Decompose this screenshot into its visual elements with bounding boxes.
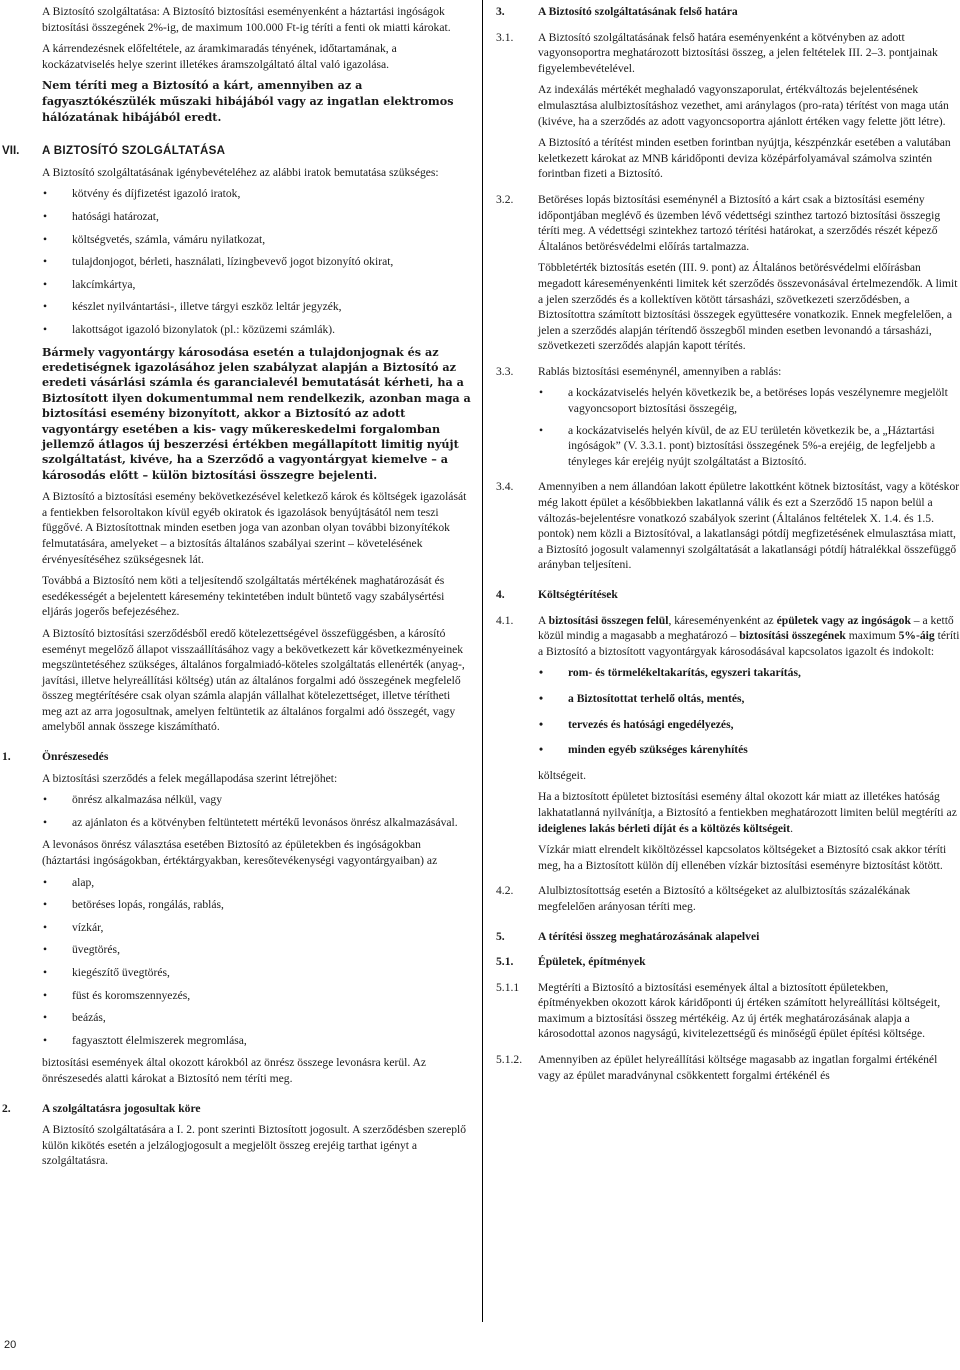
text-run: A (538, 613, 549, 627)
subsection-lead: A biztosítási szerződés a felek megállapodása szerint létrejöhet: (42, 771, 338, 785)
clause-5-1-2 (496, 1052, 960, 1083)
clause-number: 4.2. (496, 884, 514, 898)
body-paragraph: Megtéríti a Biztosító a biztosítási események által a biztosított épületekben, építményekben okozott károk káridőponti új értéken számított helyreállítási költségeit, maximum a biztosítási összeg mértékéig. Az új érték meghatározásának alapja a károsodottal azonos nagyságú, kivitelezettségű és minőségű épület építési költsége. (538, 980, 941, 1041)
list-item: • tervezés és hatósági engedélyezés, (538, 717, 960, 733)
body-paragraph: biztosítási események által okozott károkból az önrész összege levonásra kerül. Az önrészesedés alatti károkat a Biztosító nem téríti meg. (42, 1056, 427, 1085)
list-item: • a kockázatviselés helyén kívül, de az EU területén következik be, a „Háztartási ingóságok” (V. 3.3.1. pont) biztosítási összegének 5%-a erejéig, de legfeljebb a tényleges kár erejéig nyújt szolgáltatást a Biztosító. (538, 423, 960, 470)
text-run: , káreseményenként az (668, 613, 777, 627)
body-paragraph: A Biztosító biztosítási szerződésből eredő kötelezettségével összefüggésben, a károsító eseményt megelőző állapot visszaállításához vagy a bekövetkezett kár következményeinek megszüntetéséhez szükséges, általános forgalmiadó-köteles szolgáltatás ellenérték (anyag-, javítási, illetve helyreállítási költség) után az általános forgalmi adó összegének megfelelő összeg megtérítésére csak olyan számla alapján vállalhat kötelezettséget, illetve térítheti meg azt az arra jogosultnak, amelyen feltüntetik az általános forgalmi adó összegét, vagy amelyből annak összege kiszámítható. (42, 626, 465, 734)
section-5-heading (496, 929, 960, 945)
text-run: téríti a Biztosító a biztosított vagyontárgyak károsodásával kapcsolatos igazolt és indokolt: (538, 629, 960, 658)
section-title: A BIZTOSÍTÓ SZOLGÁLTATÁSA (42, 144, 226, 158)
clause-number: 3.1. (496, 30, 514, 44)
clause-3-4 (496, 479, 960, 573)
cost-reimbursement-lead (538, 613, 960, 660)
documents-list (42, 186, 472, 337)
list-item: • hatósági határozat, (42, 209, 472, 225)
text-run: Ha a biztosított épületet biztosítási esemény által okozott kár miatt az illetékes hatóság lakhatatlanná nyilvánítja, a Biztosító a fentiekben meghatározott limiten belül megtéríti az (538, 790, 957, 819)
list-item: • lakcímkártya, (42, 277, 472, 293)
cost-items-list (538, 665, 960, 757)
body-paragraph: Amennyiben a nem állandóan lakott épületre lakottként kötnek biztosítást, vagy a kötéskor még lakott épület a későbbiekben lakatlanná válik és ezt a Szerződő 15 napon belül a változás-bejelentésre vonatkozó szabályok szerint (Általános feltételek X. 1.4. és 1.5. pontok) nem közli a Biztosítóval, a lakatlansági pótdíj megfizetésének elmulasztása miatt, a Biztosító jogosult valamennyi szolgáltatását a lakatlansági pótdíj hátralékkal összefüggő arányban teljesíteni. (538, 480, 960, 572)
robbery-cases-list (538, 385, 960, 469)
body-paragraph: Rablás biztosítási eseménynél, amennyiben a rablás: (538, 364, 782, 378)
list-item: • készlet nyilvántartási-, illetve tárgyi eszköz leltár jegyzék, (42, 299, 472, 315)
body-paragraph: Többletérték biztosítás esetén (III. 9. pont) az Általános betörésvédelmi előírásban megadott káreseményenkénti limitek két szerződés összevonásával értelmezendők. A limit a jelen szerződés és a kollektíven kötött társasházi, szövetkezeti szerződésben, a Biztosítottra számított biztosítási összegek együttesére vonatkozik. Ennek megfelelően, a jelen a szerződés alapján térítendő összegből minden esetben levonandó a társasházi, szövetkezeti szerződés alapján kapott térítés. (538, 261, 958, 353)
emphasis: 5%-áig (898, 629, 935, 643)
clause-4-1 (496, 613, 960, 874)
clause-number: 5.1.1 (496, 980, 520, 994)
list-item: • vízkár, (42, 920, 472, 936)
subsection-2-heading (2, 1101, 472, 1117)
section-vii-heading (2, 143, 472, 159)
risk-list (42, 875, 472, 1049)
body-paragraph: A Biztosító a térítést minden esetben forintban nyújtja, készpénzkár esetében a valutában keletkezett károkat az MNB káridőponti deviza középárfolyamával számolva szintén forintban fizeti a Biztosító. (538, 136, 951, 181)
body-paragraph: Az indexálás mértékét meghaladó vagyonszaporulat, értékváltozás bejelentésének elmulasztása alulbiztosításhoz vezethet, ami aránylagos (pro-rata) térítést von maga után (kivéve, ha a szerződés az adott vagyoncsoportra ajánlott értéken vagy felette jött létre). (538, 83, 949, 128)
section-title: A térítési összeg meghatározásának alapelvei (538, 929, 760, 943)
clause-4-2 (496, 883, 960, 914)
clause-number: 5.1.2. (496, 1053, 523, 1067)
section-title: A Biztosító szolgáltatásának felső határa (538, 5, 738, 18)
body-paragraph: Vízkár miatt elrendelt kiköltözéssel kapcsolatos költségeket a Biztosító csak akkor téríti meg, ha a Biztosított külön díj ellenében vízkár biztosítási eseményre biztosítást kötött. (538, 843, 947, 872)
body-paragraph: A Biztosító szolgáltatásának felső határa eseményenként a kötvényben az adott vagyonsoportra meghatározott biztosítási összeg, a jelen feltételek III. 2–3. pontjainak figyelembevételével. (538, 30, 938, 75)
temporary-housing-paragraph (538, 789, 960, 836)
body-paragraph: Amennyiben az épület helyreállítási költsége magasabb az ingatlan forgalmi értékénél vagy az épület maradványnal csökkentett forgalmi értékénél és (538, 1053, 938, 1082)
clause-3-1 (496, 30, 960, 182)
section-title: Épületek, építmények (538, 955, 646, 969)
deductible-options-list (42, 792, 472, 830)
clause-number: 3.3. (496, 364, 514, 378)
list-item: • beázás, (42, 1010, 472, 1026)
right-column (496, 4, 960, 1089)
section-number: VII. (2, 144, 20, 158)
clause-number: 3.4. (496, 480, 514, 494)
emphasis: biztosítási összegen felül (548, 613, 669, 627)
list-item: • fagyasztott élelmiszerek megromlása, (42, 1033, 472, 1049)
ownership-proof-paragraph: Bármely vagyontárgy károsodása esetén a tulajdonjognak és az eredetiségnek igazolásához jelen szabályzat alapján a Biztosító az eredeti vásárlási számla és garancialevél bemutatását kérheti, ha a Biztosított ilyen dokumentummal nem rendelkezik, azonban maga a biztosítási esemény bizonyított, akkor a Biztosító az adott vagyontárgy esetében a kis- vagy műkereskedelmi forgalomban jellemző átlagos új beszerzési értékben megállapított limitig nyújt szolgáltatást, kivéve, ha a Szerződő a vagyontárgyat kiemelve – a károsodás előtt – külön biztosítási összegre bejelenti. (42, 344, 471, 482)
subsection-number: 1. (2, 750, 11, 764)
body-paragraph: költségeit. (538, 768, 586, 782)
emphasis: biztosítási összegének (739, 629, 846, 643)
body-paragraph: A levonásos önrész választása esetében Biztosító az épületekben és ingóságokban (háztartási ingóságokban, értéktárgyakban, keresőtevékenységi vagyontárgyaiban) az (42, 838, 438, 868)
section-lead: A Biztosító szolgáltatásának igénybevételéhez az alábbi iratok bemutatása szükséges: (42, 165, 439, 179)
body-paragraph: A Biztosító a biztosítási esemény bekövetkezésével keletkező károk és költségek igazolását a fentiekben felsoroltakon kívül egyéb okiratok és igazolások benyújtásától nem teszi függővé. A Biztosítottnak minden esetben joga van azonban olyan további bizonyítékok felmutatására, amelyeket – a biztosítás általános szabályai szerint – követelésének érvényesítéséhez szükségesnek lát. (42, 490, 467, 566)
section-title: Költségtérítések (538, 588, 618, 601)
subsection-title: A szolgáltatásra jogosultak köre (42, 1101, 201, 1115)
list-item: • az ajánlaton és a kötvényben feltüntetett mértékű levonásos önrész alkalmazásával. (42, 815, 472, 831)
intro-exclusion: Nem téríti meg a Biztosító a kárt, amennyiben az a fagyasztókészülék műszaki hibájából vagy az ingatlan elektromos hálózatának hibájából eredt. (42, 78, 454, 124)
list-item: • rom- és törmelékeltakarítás, egyszeri takarítás, (538, 665, 960, 681)
clause-3-3 (496, 364, 960, 470)
list-item: • költségvetés, számla, vámáru nyilatkozat, (42, 232, 472, 248)
list-item: • alap, (42, 875, 472, 891)
column-divider (482, 0, 483, 1322)
list-item: • lakottságot igazoló bizonylatok (pl.: közüzemi számlák). (42, 322, 472, 338)
section-number: 4. (496, 588, 505, 601)
section-number: 5. (496, 929, 505, 943)
emphasis: épületek vagy az ingóságok (776, 613, 911, 627)
text-run: maximum (845, 629, 899, 643)
intro-paragraph: A Biztosító szolgáltatása: A Biztosító biztosítási eseményenként a háztartási ingóságok biztosítási összegének 2%-ig, de maximum 100.000 Ft-ig téríti a fenti ok miatti károkat. (42, 5, 451, 34)
section-4-heading (496, 587, 960, 603)
section-3-heading (496, 4, 960, 20)
clause-5-1-1 (496, 980, 960, 1042)
list-item: • önrész alkalmazása nélkül, vagy (42, 792, 472, 808)
body-paragraph: Továbbá a Biztosító nem köti a teljesítendő szolgáltatás mértékének maghatározását és esedékességét a bejelentett káresemény tekintetében indult büntető vagy szabálysértési eljárás jogerős befejezéséhez. (42, 574, 445, 619)
list-item: • kötvény és díjfizetést igazoló iratok, (42, 186, 472, 202)
list-item: • a Biztosítottat terhelő oltás, mentés, (538, 691, 960, 707)
emphasis: ideiglenes lakás bérleti díját és a költözés költségeit (538, 821, 791, 835)
left-column (2, 4, 472, 1175)
page-number: 20 (4, 1339, 17, 1351)
section-number: 5.1. (496, 955, 514, 969)
subsection-number: 2. (2, 1101, 11, 1115)
body-paragraph: Alulbiztosítottság esetén a Biztosító a költségeket az alulbiztosítás százalékának megfelelően arányosan téríti meg. (538, 884, 911, 913)
text-run: . (790, 821, 794, 835)
clause-number: 4.1. (496, 613, 514, 627)
intro-paragraph: A kárrendezésnek előfeltétele, az áramkimaradás tényének, időtartamának, a kockázatviselés helye szerint illetékes áramszolgáltató által való igazolása. (42, 42, 397, 71)
subsection-1-heading (2, 749, 472, 765)
list-item: • a kockázatviselés helyén következik be, a betöréses lopás veszélynemre megjelölt vagyoncsoport biztosítási összegéig, (538, 385, 960, 416)
body-paragraph: Betöréses lopás biztosítási eseménynél a Biztosító a kárt csak a biztosítási esemény időpontjában meglévő és üzemben lévő védettségi szinthez tartozó biztosítási összegig téríti meg. A védettségi szintekhez tartozó térítési határokat, a szerződés részét képező Általános betörésvédelmi előírás tartalmazza. (538, 192, 941, 253)
list-item: • füst és koromszennyezés, (42, 988, 472, 1004)
list-item: • tulajdonjogot, bérleti, használati, lízingbevevő jogot bizonyító okirat, (42, 254, 472, 270)
list-item: • minden egyéb szükséges kárenyhítés (538, 742, 960, 758)
text-run: – a kettő közül mindig a magasabb a meghatározó – (538, 613, 954, 643)
list-item: • kiegészítő üvegtörés, (42, 965, 472, 981)
body-paragraph: A Biztosító szolgáltatására a I. 2. pont szerinti Biztosított jogosult. A szerződésben szereplő külön kikötés esetén a jelzálogjogosult a megjelölt összeg erejéig tarthat igényt a szolgáltatásra. (42, 1123, 467, 1168)
list-item: • üvegtörés, (42, 942, 472, 958)
section-5-1-heading (496, 954, 960, 970)
section-number: 3. (496, 5, 505, 18)
clause-number: 3.2. (496, 192, 514, 206)
list-item: • betöréses lopás, rongálás, rablás, (42, 897, 472, 913)
clause-3-2 (496, 192, 960, 354)
subsection-title: Önrészesedés (42, 750, 109, 764)
